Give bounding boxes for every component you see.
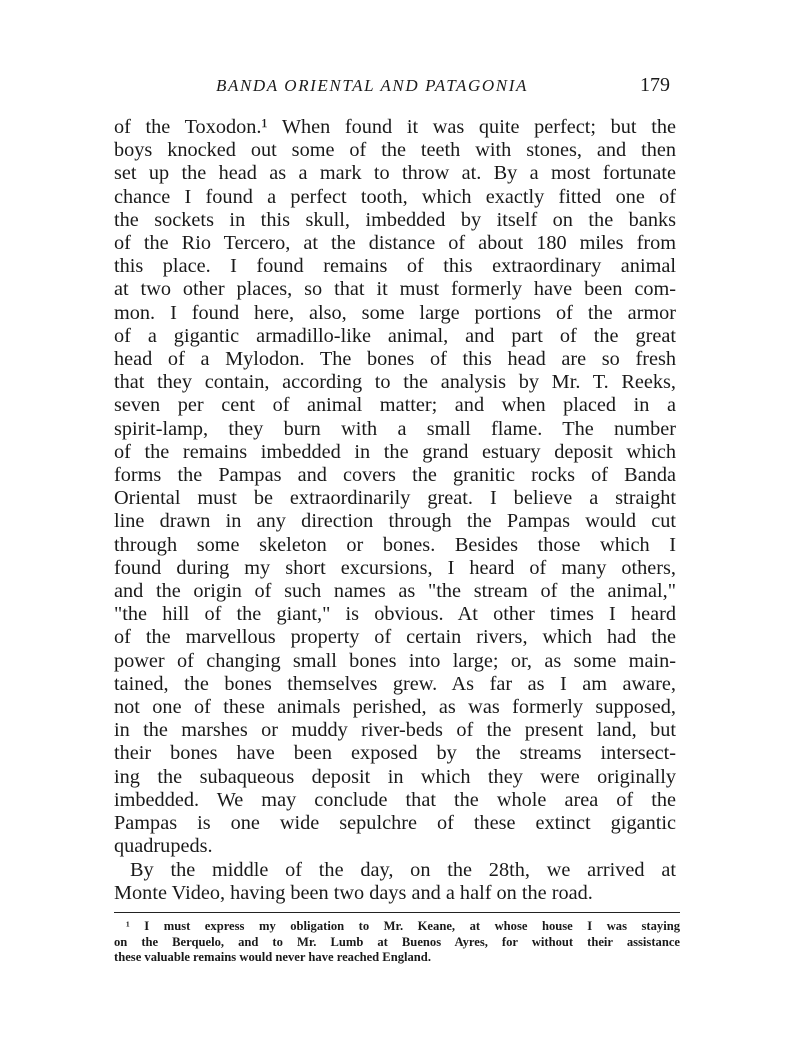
text-line: the sockets in this skull, imbedded by itself on the banks <box>114 208 676 231</box>
text-line: of the remains imbedded in the grand estuary deposit which <box>114 440 676 463</box>
text-line: spirit-lamp, they burn with a small flame. The number <box>114 417 676 440</box>
footnote-line: on the Berquelo, and to Mr. Lumb at Buenos Ayres, for without their assistance <box>114 934 680 949</box>
text-line: chance I found a perfect tooth, which exactly fitted one of <box>114 185 676 208</box>
footnote-rule <box>114 912 680 913</box>
text-line: tained, the bones themselves grew. As far as I am aware, <box>114 672 676 695</box>
text-line: found during my short excursions, I heard of many others, <box>114 556 676 579</box>
text-line: not one of these animals perished, as was formerly supposed, <box>114 696 676 719</box>
text-line: of the Rio Tercero, at the distance of about 180 miles from <box>114 232 676 255</box>
text-line: forms the Pampas and covers the granitic rocks of Banda <box>114 464 676 487</box>
text-line: their bones have been exposed by the streams intersect- <box>114 742 676 765</box>
text-line: power of changing small bones into large; or, as some main- <box>114 649 676 672</box>
text-line: of a gigantic armadillo-like animal, and part of the great <box>114 324 676 347</box>
body-text <box>114 116 676 905</box>
text-line: Pampas is one wide sepulchre of these extinct gigantic <box>114 812 676 835</box>
text-line: line drawn in any direction through the Pampas would cut <box>114 510 676 533</box>
text-line: in the marshes or muddy river-beds of the present land, but <box>114 719 676 742</box>
running-title: BANDA ORIENTAL AND PATAGONIA <box>216 76 528 95</box>
running-head <box>114 76 676 104</box>
text-line: mon. I found here, also, some large portions of the armor <box>114 301 676 324</box>
text-line: head of a Mylodon. The bones of this head are so fresh <box>114 348 676 371</box>
text-line: through some skeleton or bones. Besides those which I <box>114 533 676 556</box>
text-line: that they contain, according to the analysis by Mr. T. Reeks, <box>114 371 676 394</box>
paragraph-start-line: By the middle of the day, on the 28th, we arrived at <box>130 858 676 881</box>
text-line: of the marvellous property of certain rivers, which had the <box>114 626 676 649</box>
text-line: this place. I found remains of this extraordinary animal <box>114 255 676 278</box>
text-line: boys knocked out some of the teeth with stones, and then <box>114 139 676 162</box>
text-line: ing the subaqueous deposit in which they were originally <box>114 765 676 788</box>
page-number: 179 <box>640 74 670 96</box>
paragraph-end-line: quadrupeds. <box>114 835 213 858</box>
text-line: at two other places, so that it must formerly have been com- <box>114 278 676 301</box>
text-line: set up the head as a mark to throw at. By a most fortunate <box>114 162 676 185</box>
paragraph-end-line: Monte Video, having been two days and a half on the road. <box>114 881 593 904</box>
footnote-line: ¹ I must express my obligation to Mr. Keane, at whose house I was staying <box>126 919 680 933</box>
text-line: imbedded. We may conclude that the whole area of the <box>114 788 676 811</box>
text-line: seven per cent of animal matter; and when placed in a <box>114 394 676 417</box>
text-line: of the Toxodon.¹ When found it was quite perfect; but the <box>114 116 676 138</box>
text-line: "the hill of the giant," is obvious. At other times I heard <box>114 603 676 626</box>
text-line: and the origin of such names as "the stream of the animal," <box>114 580 676 603</box>
footnote-line: these valuable remains would never have reached England. <box>114 950 431 964</box>
footnotes <box>114 919 680 966</box>
text-line: Oriental must be extraordinarily great. I believe a straight <box>114 487 676 510</box>
